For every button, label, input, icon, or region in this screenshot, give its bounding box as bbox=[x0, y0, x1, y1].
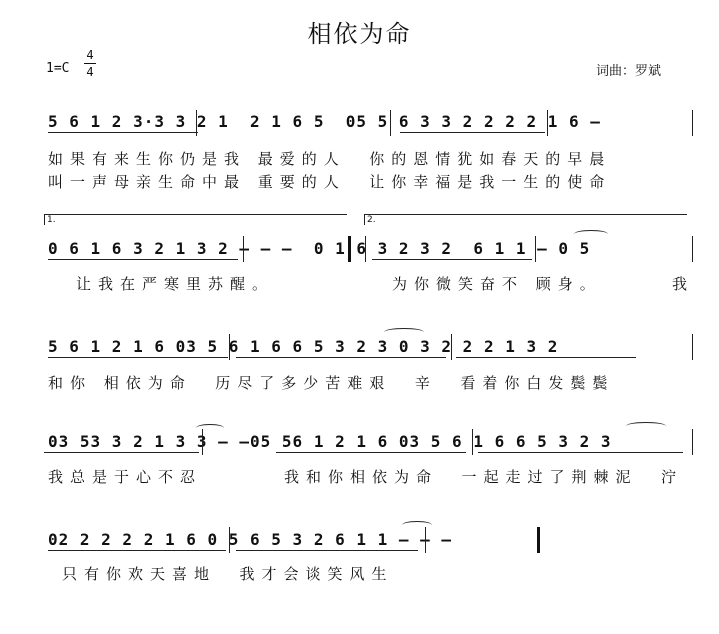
notation-line-4: 03 53 3 2 1 3 3 — —05 56 1 2 1 6 03 5 6 1 6 6 5 3 2 3 bbox=[48, 432, 612, 451]
final-barline bbox=[537, 527, 540, 553]
barline bbox=[425, 527, 426, 553]
lyric-line-5: 只有你欢天喜地 我才会谈笑风生 bbox=[62, 565, 394, 583]
beam bbox=[236, 357, 446, 358]
time-signature-bottom: 4 bbox=[86, 65, 94, 79]
barline bbox=[229, 334, 230, 360]
second-ending-bracket bbox=[364, 214, 687, 225]
lyric-line-4-part-1: 我总是于心不忍 bbox=[48, 468, 203, 486]
first-ending-bracket bbox=[44, 214, 347, 225]
beam bbox=[372, 259, 532, 260]
beam bbox=[48, 259, 238, 260]
tie-slur bbox=[574, 230, 608, 238]
beam bbox=[236, 550, 418, 551]
barline bbox=[547, 110, 548, 136]
beam bbox=[478, 452, 683, 453]
repeat-barline bbox=[348, 236, 351, 262]
lyric-line-3: 和你 相依为命 历尽了多少苦难艰 辛 看着你白发鬓鬓 bbox=[48, 374, 615, 392]
time-signature bbox=[84, 48, 96, 79]
barline bbox=[390, 110, 391, 136]
barline bbox=[472, 429, 473, 455]
tie-slur bbox=[626, 422, 666, 430]
barline bbox=[535, 236, 536, 262]
barline bbox=[692, 236, 693, 262]
composer-credit: 词曲：罗斌 bbox=[596, 64, 662, 79]
barline bbox=[202, 429, 203, 455]
lyric-line-2-first-ending: 让我在严寒里苏醒。 bbox=[76, 275, 275, 293]
lyric-line-4-part-2: 我和你相依为命 一起走过了荆棘泥 泞 bbox=[284, 468, 684, 486]
song-title: 相依为命 bbox=[307, 20, 412, 48]
barline bbox=[692, 334, 693, 360]
key-signature: 1=C bbox=[46, 61, 70, 76]
barline bbox=[229, 527, 230, 553]
barline bbox=[692, 110, 693, 136]
barline bbox=[243, 236, 244, 262]
tie-slur bbox=[196, 424, 224, 432]
barline bbox=[692, 429, 693, 455]
second-ending-label: 2. bbox=[367, 215, 376, 225]
lyric-line-2-second-ending: 为你微笑奋不 顾身。 bbox=[392, 275, 602, 293]
beam bbox=[48, 132, 198, 133]
beam bbox=[48, 550, 226, 551]
lyric-line-1-verse-1: 如果有来生你仍是我 最爱的人 你的恩情犹如春天的早晨 bbox=[48, 150, 612, 168]
beam bbox=[276, 452, 466, 453]
notation-line-2: 0 6 1 6 3 2 1 3 2 — — — 0 1 6 3 2 3 2 6 1 1 — 0 5 bbox=[48, 239, 591, 258]
notation-line-3: 5 6 1 2 1 6 03 5 6 1 6 6 5 3 2 3 0 3 2 2 2 1 3 2 bbox=[48, 337, 559, 356]
beam bbox=[456, 357, 636, 358]
lyric-line-1-verse-2: 叫一声母亲生命中最 重要的人 让你幸福是我一生的使命 bbox=[48, 173, 612, 191]
barline bbox=[365, 236, 366, 262]
tie-slur bbox=[402, 521, 432, 529]
barline bbox=[196, 110, 197, 136]
first-ending-label: 1. bbox=[47, 215, 56, 225]
barline bbox=[451, 334, 452, 360]
beam bbox=[400, 132, 545, 133]
time-signature-top: 4 bbox=[86, 48, 94, 62]
beam bbox=[44, 452, 199, 453]
notation-line-5: 02 2 2 2 2 1 6 0 5 6 5 3 2 6 1 1 — — — bbox=[48, 530, 453, 549]
tie-slur bbox=[384, 328, 424, 336]
beam bbox=[48, 357, 228, 358]
lyric-line-2-pickup: 我 bbox=[672, 275, 695, 293]
notation-line-1: 5 6 1 2 3·3 3 2 1 2 1 6 5 05 5 6 3 3 2 2 2 2 1 6 — bbox=[48, 112, 601, 131]
